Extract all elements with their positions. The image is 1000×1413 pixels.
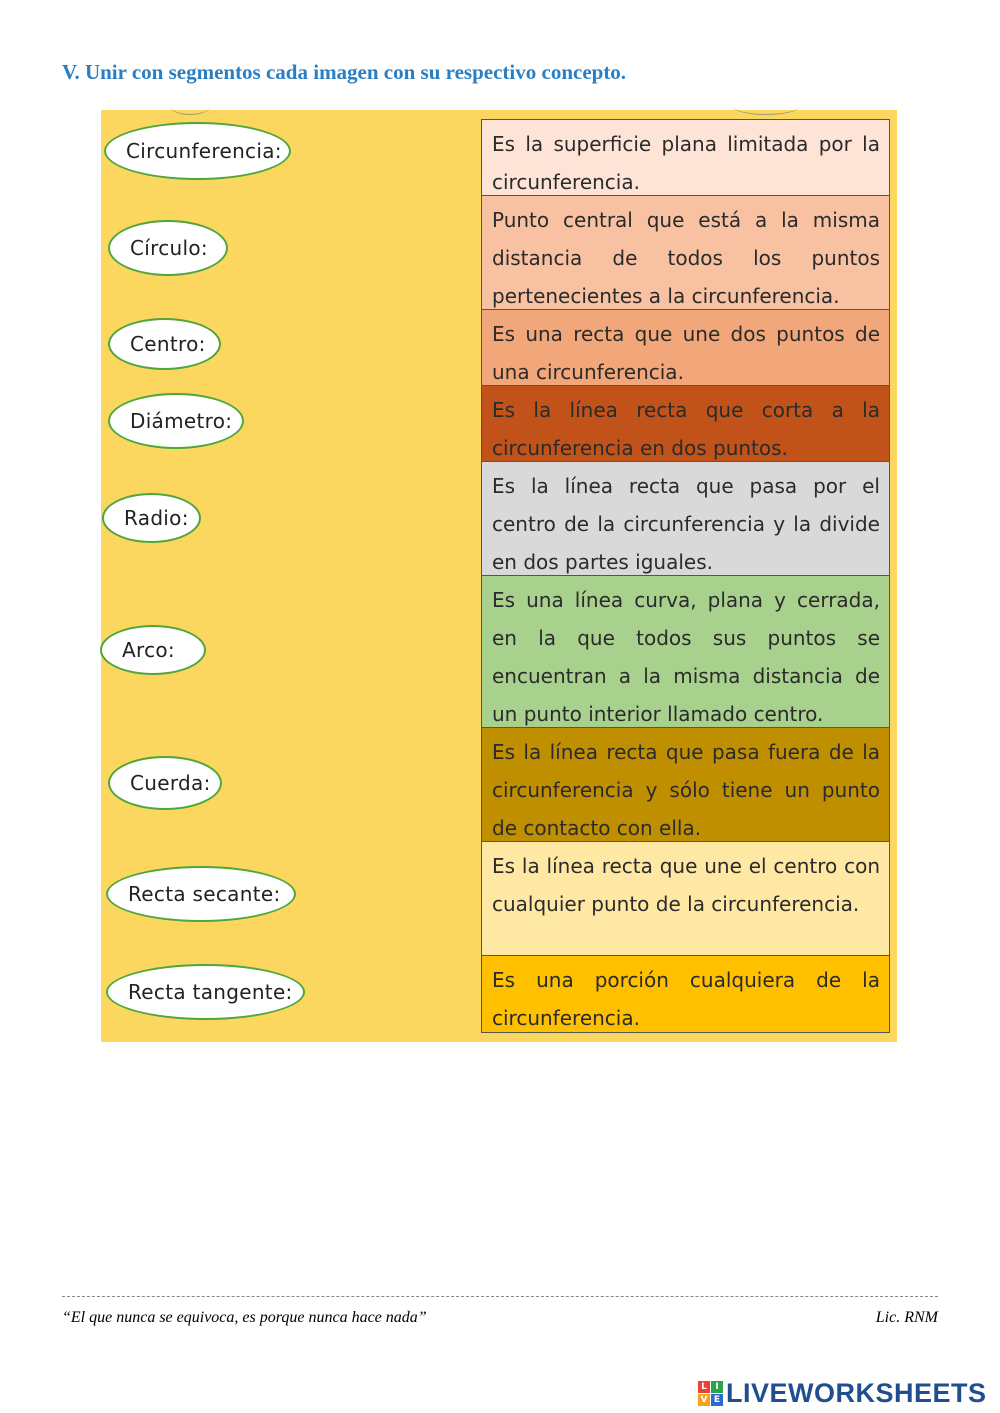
decorative-arc bbox=[733, 98, 799, 115]
definition-box[interactable]: Es la línea recta que corta a la circunferencia en dos puntos. bbox=[482, 386, 889, 462]
term-oval[interactable]: Cuerda: bbox=[108, 756, 222, 810]
term-oval[interactable]: Recta secante: bbox=[106, 866, 296, 922]
definition-box[interactable]: Es la línea recta que pasa por el centro de la circunferencia y la divide en dos partes iguales. bbox=[482, 462, 889, 576]
footer-quote: “El que nunca se equivoca, es porque nunca hace nada” bbox=[62, 1309, 427, 1326]
definition-list bbox=[481, 119, 890, 1033]
definition-box[interactable]: Es una línea curva, plana y cerrada, en la que todos sus puntos se encuentran a la misma distancia de un punto interior llamado centro. bbox=[482, 576, 889, 728]
term-oval[interactable]: Arco: bbox=[100, 625, 206, 675]
term-oval[interactable]: Recta tangente: bbox=[106, 964, 305, 1020]
term-oval[interactable]: Radio: bbox=[102, 493, 201, 543]
footer-author: Lic. RNM bbox=[875, 1309, 938, 1326]
worksheet-instruction: V. Unir con segmentos cada imagen con su respectivo concepto. bbox=[62, 60, 627, 84]
logo-tile: L bbox=[698, 1381, 710, 1393]
logo-tile: V bbox=[698, 1394, 710, 1406]
definition-box[interactable]: Punto central que está a la misma distancia de todos los puntos pertenecientes a la circunferencia. bbox=[482, 196, 889, 310]
definition-box[interactable]: Es la línea recta que pasa fuera de la circunferencia y sólo tiene un punto de contacto con ella. bbox=[482, 728, 889, 842]
logo-tile: I bbox=[711, 1381, 723, 1393]
brand-name: LIVEWORKSHEETS bbox=[726, 1378, 987, 1408]
logo-tile: E bbox=[711, 1394, 723, 1406]
term-oval[interactable]: Circunferencia: bbox=[104, 122, 291, 180]
term-oval[interactable]: Diámetro: bbox=[108, 393, 244, 449]
decorative-arc bbox=[170, 98, 210, 115]
footer-divider bbox=[62, 1296, 938, 1297]
term-oval[interactable]: Círculo: bbox=[108, 220, 228, 276]
definition-box[interactable]: Es la superficie plana limitada por la circunferencia. bbox=[482, 120, 889, 196]
definition-box[interactable]: Es la línea recta que une el centro con cualquier punto de la circunferencia. bbox=[482, 842, 889, 956]
term-oval[interactable]: Centro: bbox=[108, 318, 221, 370]
liveworksheets-logo-icon bbox=[698, 1381, 723, 1406]
definition-box[interactable]: Es una recta que une dos puntos de una circunferencia. bbox=[482, 310, 889, 386]
brand-watermark[interactable] bbox=[698, 1378, 987, 1409]
definition-box[interactable]: Es una porción cualquiera de la circunferencia. bbox=[482, 956, 889, 1032]
